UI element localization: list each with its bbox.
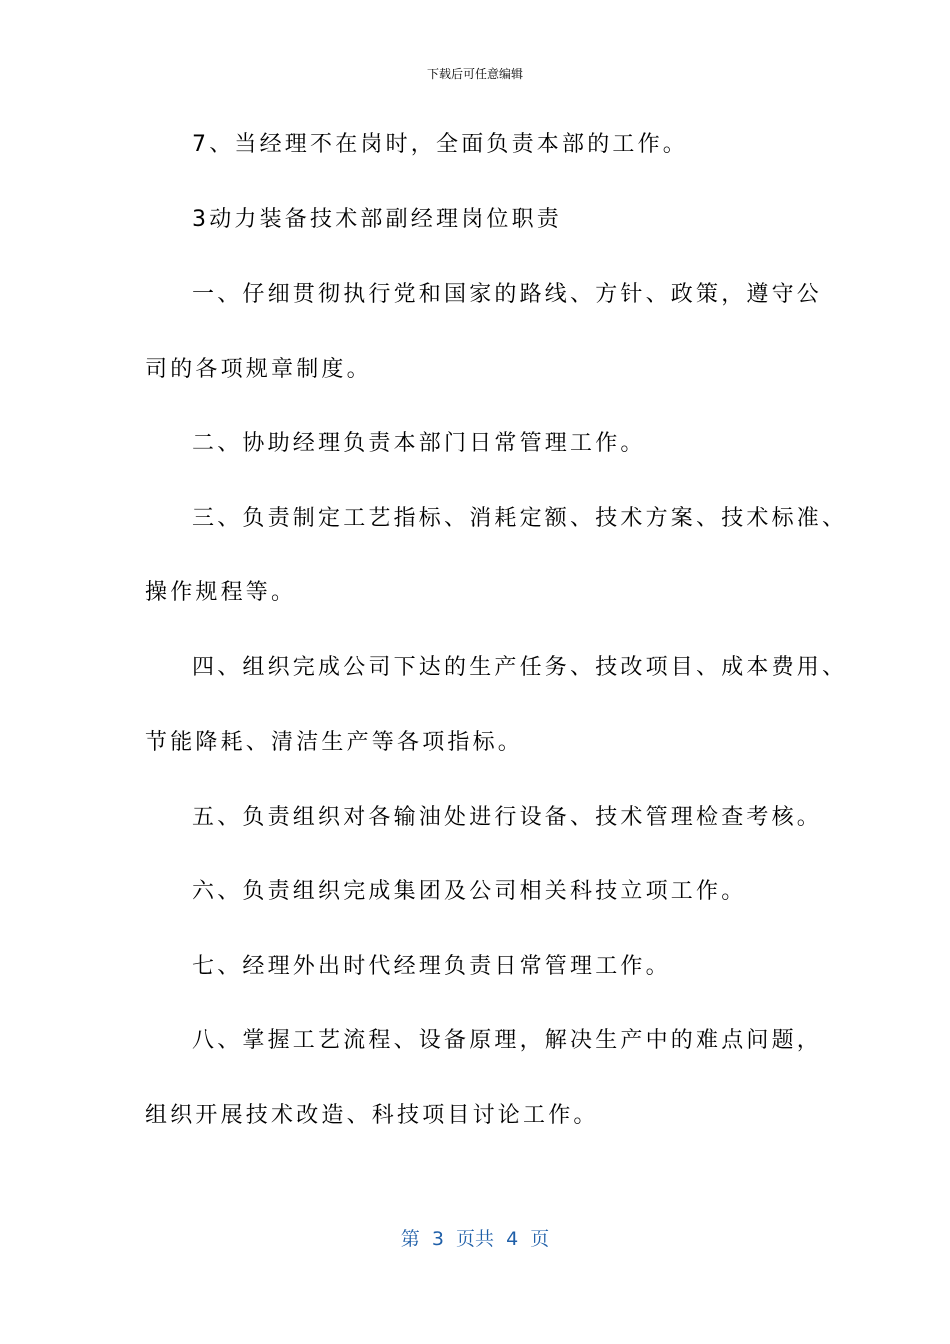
body-line: 司的各项规章制度。 [145, 357, 372, 382]
body-line: 三、负责制定工艺指标、消耗定额、技术方案、技术标准、 [192, 506, 848, 531]
body-line: 节能降耗、清洁生产等各项指标。 [145, 730, 524, 755]
body-line: 五、负责组织对各输油处进行设备、技术管理检查考核。 [192, 805, 823, 830]
body-line: 七、经理外出时代经理负责日常管理工作。 [192, 954, 671, 979]
body-line: 六、负责组织完成集团及公司相关科技立项工作。 [192, 879, 747, 904]
page-number: 第 3 页共 4 页 [400, 1228, 550, 1250]
header-note: 下载后可任意编辑 [426, 67, 523, 81]
body-line: 一、仔细贯彻执行党和国家的路线、方针、政策，遵守公 [192, 282, 823, 307]
body-line: 组织开展技术改造、科技项目讨论工作。 [145, 1103, 599, 1128]
body-line: 四、组织完成公司下达的生产任务、技改项目、成本费用、 [192, 655, 848, 680]
section-title: 3动力装备技术部副经理岗位职责 [192, 207, 562, 232]
body-line: 操作规程等。 [145, 580, 297, 605]
body-line: 八、掌握工艺流程、设备原理，解决生产中的难点问题， [192, 1028, 823, 1053]
body-line: 二、协助经理负责本部门日常管理工作。 [192, 431, 646, 456]
body-line: 7、当经理不在岗时，全面负责本部的工作。 [192, 132, 688, 157]
